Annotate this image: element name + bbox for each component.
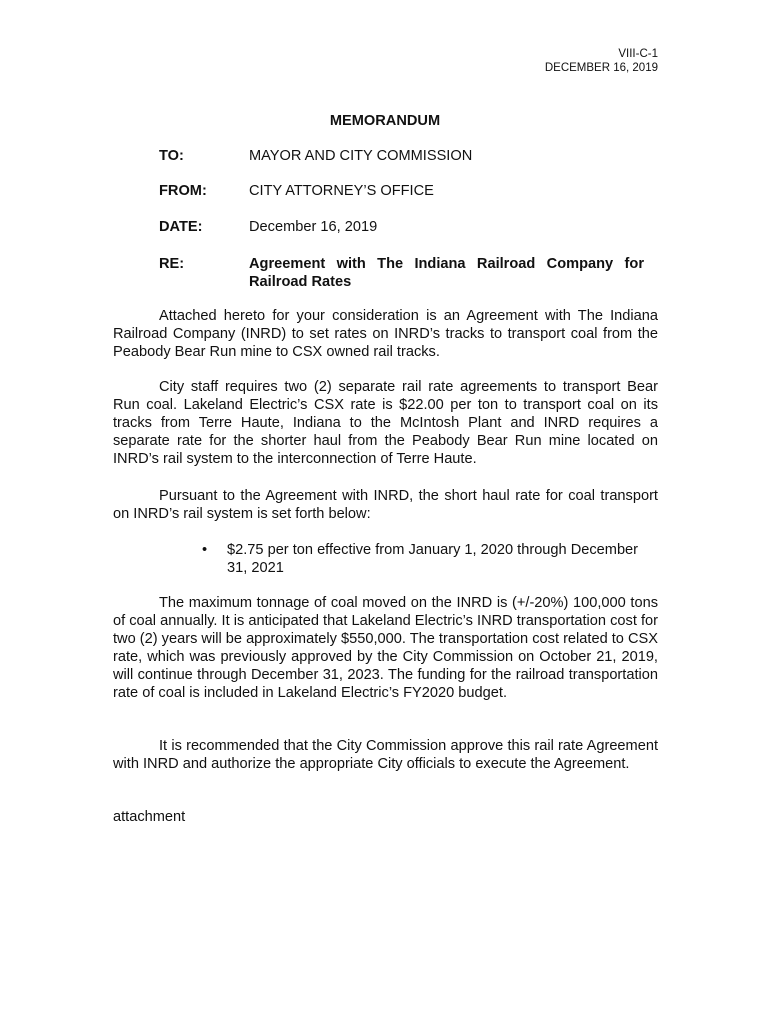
date-label: DATE: [159, 219, 203, 235]
from-value: CITY ATTORNEY’S OFFICE [249, 183, 434, 199]
body-paragraph-5: It is recommended that the City Commission approve this rail rate Agreement with INRD and authorize the appropriate City officials to execute the Agreement. [113, 738, 658, 772]
memo-title: MEMORANDUM [329, 113, 441, 129]
body-paragraph-3: Pursuant to the Agreement with INRD, the short haul rate for coal transport on INRD’s rail system is set forth below: [113, 488, 658, 522]
body-paragraph-1: Attached hereto for your consideration is an Agreement with The Indiana Railroad Company (INRD) to set rates on INRD’s tracks to transport coal from the Peabody Bear Run mine to CSX owned rail tracks. [113, 308, 658, 360]
date-value: December 16, 2019 [249, 219, 378, 235]
closing-attachment: attachment [113, 809, 186, 825]
re-value: Agreement with The Indiana Railroad Company for Railroad Rates [249, 256, 644, 290]
reference-date: DECEMBER 16, 2019 [544, 62, 658, 74]
re-label: RE: [159, 256, 185, 272]
to-label: TO: [159, 148, 184, 164]
to-value: MAYOR AND CITY COMMISSION [249, 148, 473, 164]
bullet-dot-icon: • [202, 542, 208, 558]
rate-bullet-text: $2.75 per ton effective from January 1, 2020 through December 31, 2021 [227, 542, 639, 576]
body-paragraph-4: The maximum tonnage of coal moved on the INRD is (+/-20%) 100,000 tons of coal annually. It is anticipated that Lakeland Electric’s INRD transportation cost for two (2) years will be approximately $550,000. The transportation cost related to CSX rate, which was previously approved by the City Commission on October 21, 2019, will continue through December 31, 2023. The funding for the railroad transportation rate of coal is included in Lakeland Electric’s FY2020 budget. [113, 595, 658, 701]
reference-code: VIII-C-1 [618, 48, 658, 60]
from-label: FROM: [159, 183, 207, 199]
body-paragraph-2: City staff requires two (2) separate rail rate agreements to transport Bear Run coal. Lakeland Electric’s CSX rate is $22.00 per ton to transport coal on its tracks from Terre Haute, Indiana to the McIntosh Plant and INRD requires a separate rate for the shorter haul from the Peabody Bear Run mine located on INRD’s rail system to the interconnection of Terre Haute. [113, 379, 658, 467]
document-reference [545, 47, 658, 75]
